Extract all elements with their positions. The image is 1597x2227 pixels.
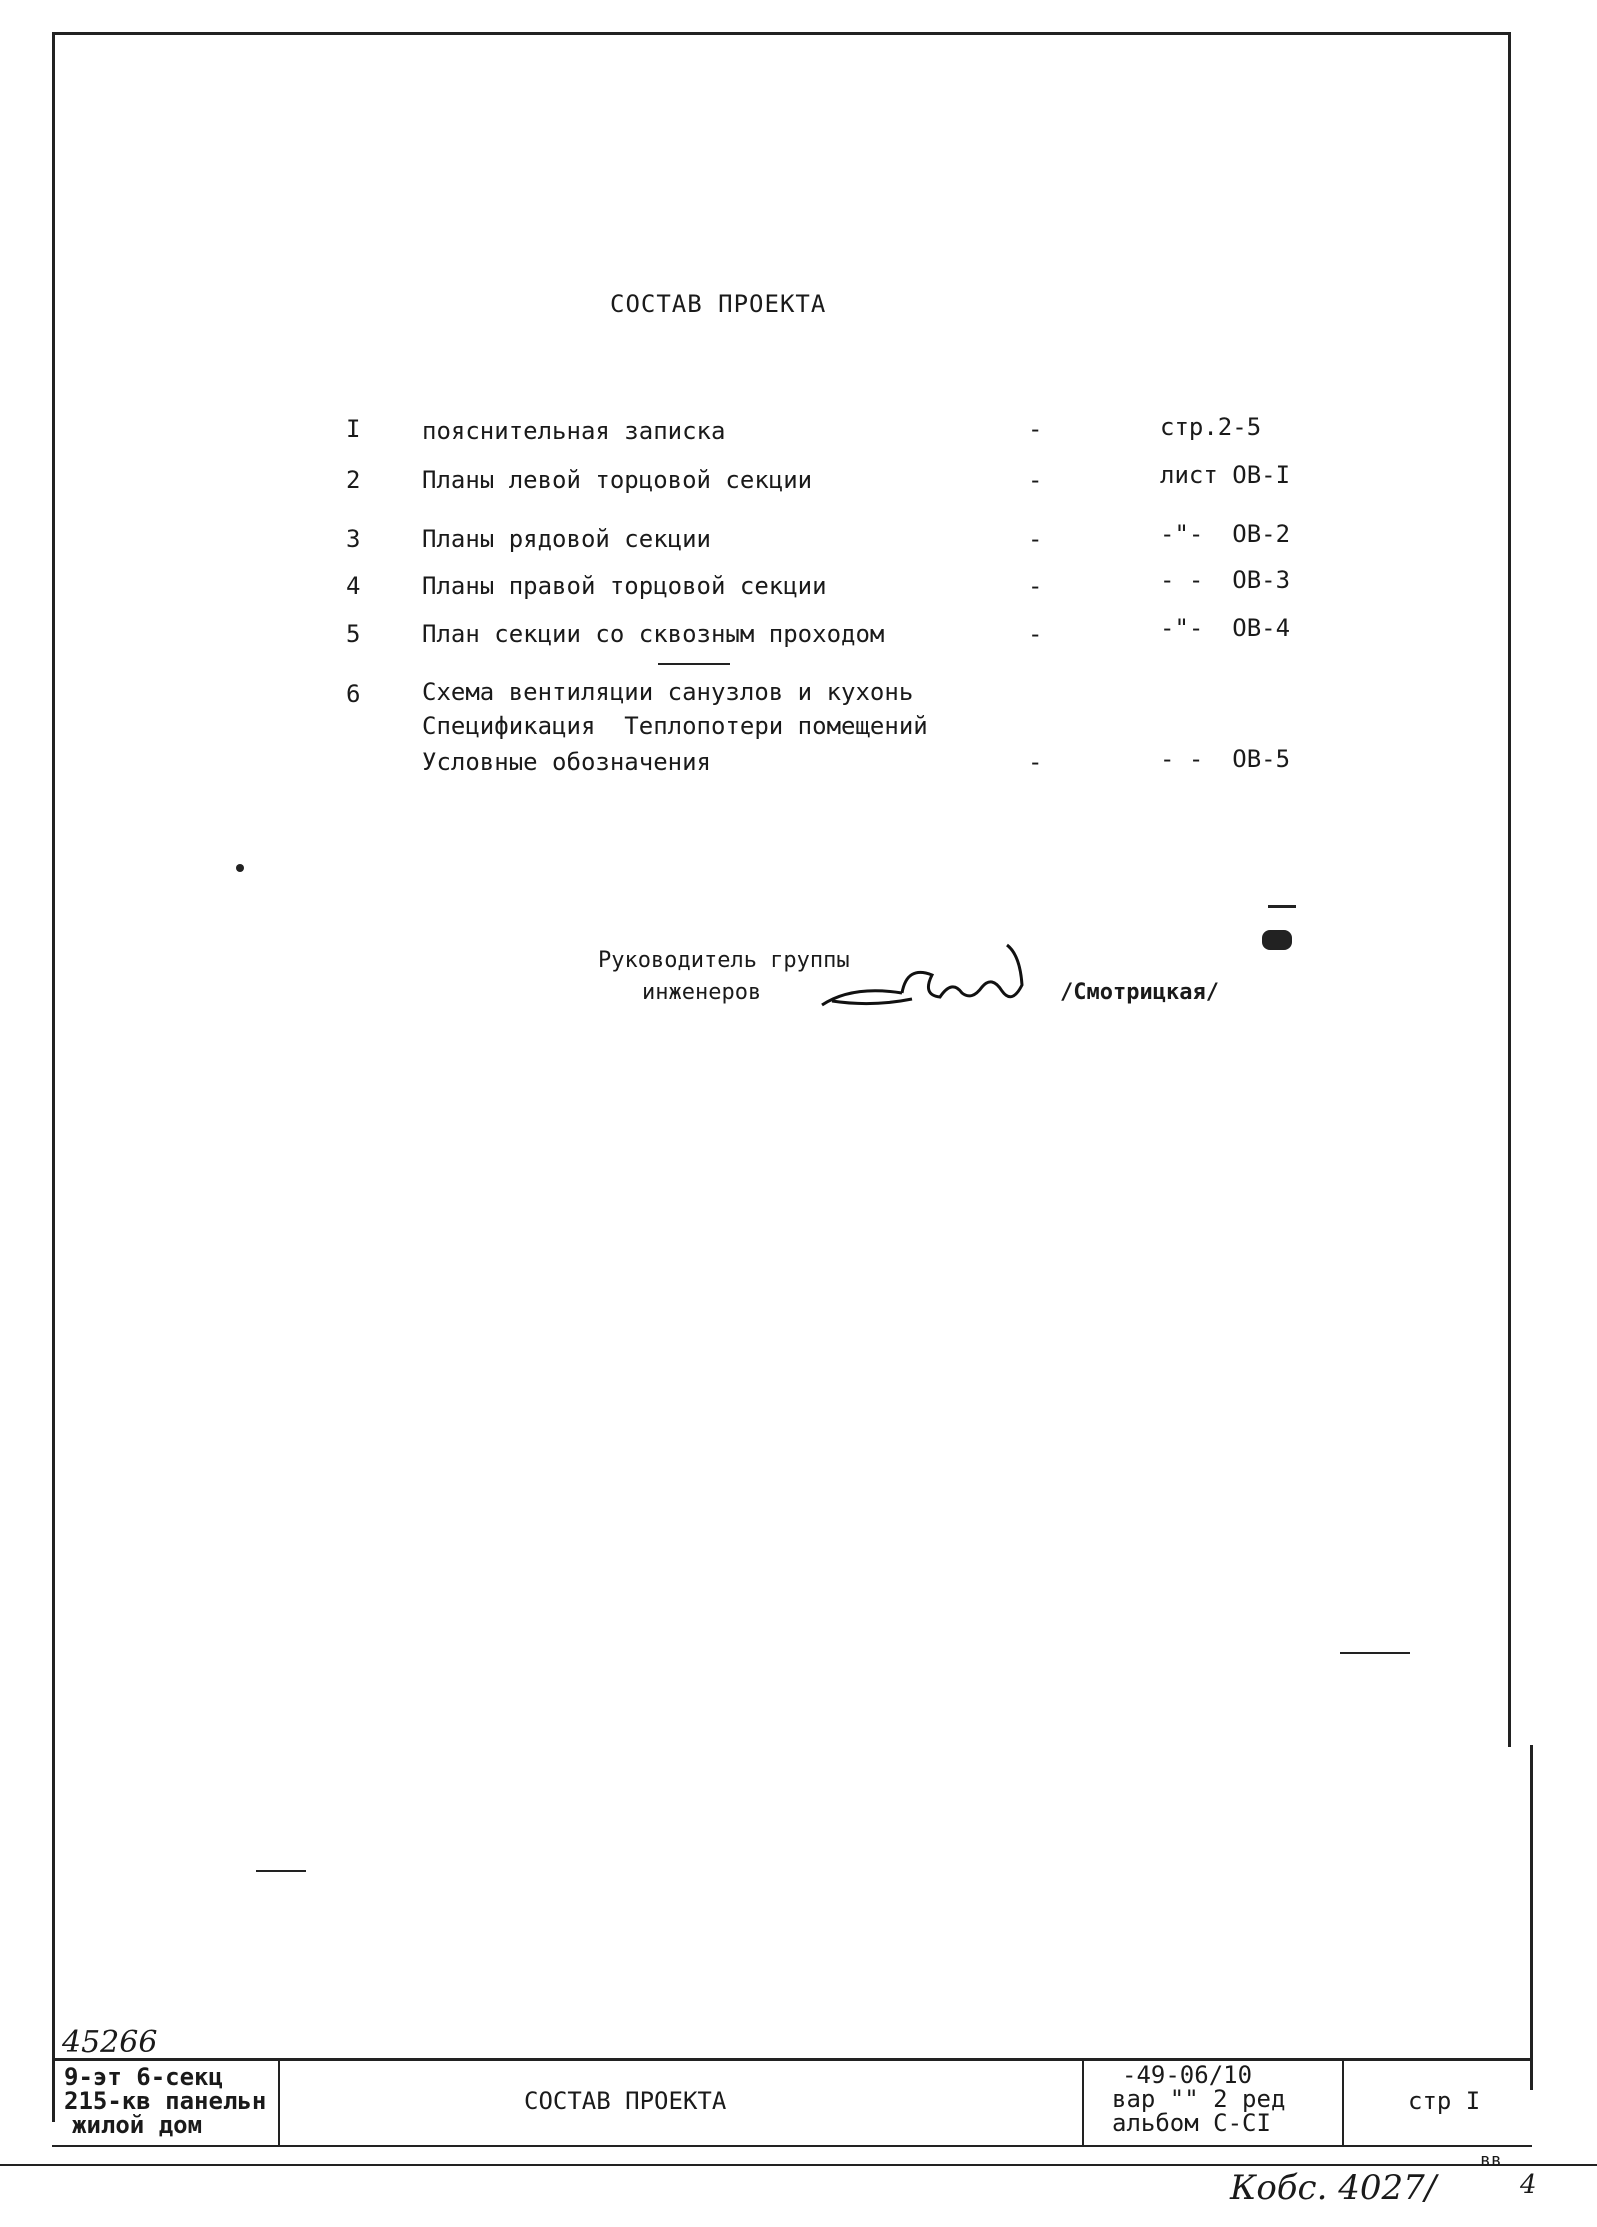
document-code: -49-06/10 [1122,2061,1253,2089]
item-number: I [346,415,361,443]
margin-dash [256,1870,306,1872]
inventory-suffix-2: 4 [1520,2170,1537,2200]
title-block [52,2058,1532,2147]
item-number: 6 [346,680,361,708]
item-dash: - [1028,415,1043,443]
item-dash: - [1028,572,1043,600]
bottom-rule [0,2164,1597,2166]
signatory-name: /Смотрицкая/ [1060,980,1219,1005]
item-text: пояснительная записка [422,417,726,445]
archive-number: 45266 [62,2025,158,2060]
ink-blot [1262,930,1292,950]
item-ref: стр.2-5 [1160,413,1262,441]
item-dash: - [1028,466,1043,494]
item-number: 4 [346,572,361,600]
item-ref: - - ОВ-3 [1160,566,1291,594]
title-block-divider [1082,2061,1084,2145]
item-ref: - - ОВ-5 [1160,745,1291,773]
item-dash: - [1028,748,1043,776]
inventory-number: Кобс. 4027/ [1230,2168,1437,2208]
title-block-divider [1342,2061,1344,2145]
item-text: Планы рядовой секции [422,525,711,553]
item-ref: лист ОВ-I [1160,461,1291,489]
inventory-suffix: вв [1480,2150,1502,2171]
album-code: альбом С-СI [1112,2109,1271,2137]
variant-revision: вар "" 2 ред [1112,2085,1286,2113]
item-number: 3 [346,525,361,553]
project-line-1: 9-эт 6-секц [64,2063,223,2091]
page-number: стр I [1408,2087,1481,2115]
handwritten-signature [812,935,1032,1025]
frame-left-border [52,32,55,2122]
item-text: Планы правой торцовой секции [422,572,827,600]
item-dash: - [1028,525,1043,553]
item-ref: -"- ОВ-2 [1160,520,1291,548]
item-text: Спецификация Теплопотери помещений [422,712,928,740]
item-text: План секции со сквозным проходом [422,620,885,648]
item-ref: -"- ОВ-4 [1160,614,1291,642]
sheet-title: СОСТАВ ПРОЕКТА [524,2087,727,2115]
scan-dot [236,864,244,872]
frame-right-border-lower [1530,1745,1533,2090]
title-block-divider [278,2061,280,2145]
item-number: 5 [346,620,361,648]
item-text: Планы левой торцовой секции [422,466,813,494]
margin-dash [1340,1652,1410,1654]
item-text: Условные обозначения [422,748,711,776]
frame-top-border [52,32,1510,35]
underline-mark [658,663,730,665]
signatory-role: Руководитель группы [598,948,850,973]
item-dash: - [1028,620,1043,648]
signatory-role-line2: инженеров [642,980,762,1005]
project-line-2: 215-кв панельн [64,2087,267,2115]
signature-text: Рыбов [812,935,816,936]
item-number: 2 [346,466,361,494]
item-text: Схема вентиляции санузлов и кухонь [422,678,914,706]
ink-blot-bar [1268,905,1296,908]
frame-right-border [1508,32,1511,1747]
document-title: СОСТАВ ПРОЕКТА [610,290,827,318]
project-line-3: жилой дом [72,2111,203,2139]
